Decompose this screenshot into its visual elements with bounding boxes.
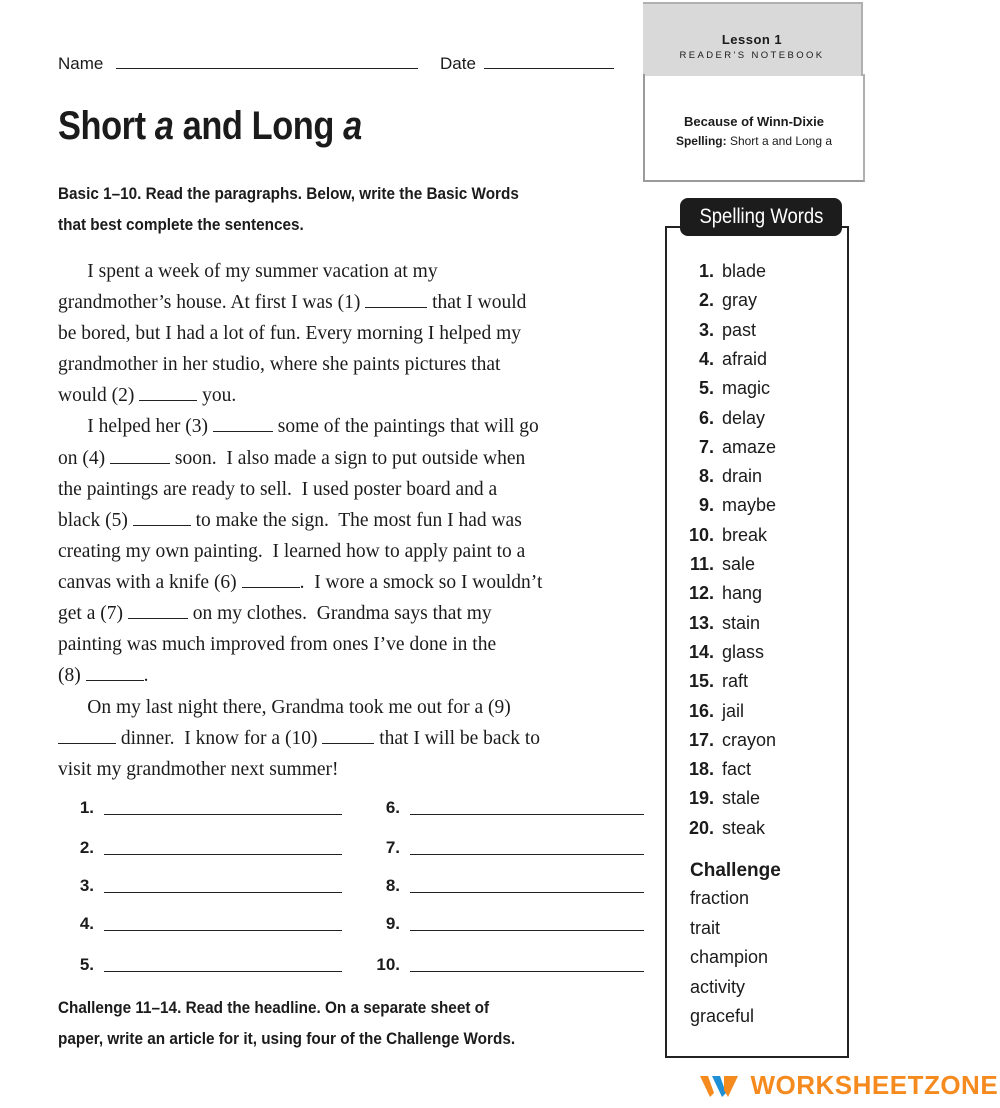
basic-instructions-line1: Basic 1–10. Read the paragraphs. Below, write the Basic Words [58,184,519,203]
spelling-word-number: 10. [688,524,714,545]
worksheetzone-logo-icon [700,1073,740,1099]
fill-in-blank[interactable] [133,511,191,526]
spelling-word-number: 2. [698,290,714,311]
spelling-word: maybe [722,495,777,516]
passage-text: . [143,665,149,686]
passage-text: grandmother’s house. At first I was (1) [58,292,366,313]
passage-text: be bored, but I had a lot of fun. Every morning I helped my [58,323,522,344]
spelling-word-item [680,613,830,634]
date-label: Date [440,54,476,73]
spelling-word-number: 20. [688,817,714,838]
passage-text: On my last night there, Grandma took me out for a (9) [58,697,511,718]
answer-line[interactable] [410,814,644,815]
spelling-word-number: 7. [698,436,714,457]
spelling-word: glass [722,641,765,662]
spelling-word-item [680,320,830,341]
spelling-word-item [680,378,830,399]
passage-line [58,416,539,438]
fill-in-blank[interactable] [128,604,188,619]
name-line[interactable] [116,68,418,69]
passage-text: the paintings are ready to sell. I used poster board and a [58,479,498,500]
spelling-word-number: 19. [688,788,714,809]
fill-in-blank[interactable] [86,666,144,681]
passage-line [58,634,496,656]
passage-line [58,354,500,376]
spelling-word-item [680,408,830,429]
answer-line[interactable] [410,892,644,893]
spelling-word-number: 18. [688,759,714,780]
title-part2: and Long [173,104,344,148]
passage-text: that I will be back to [374,728,541,749]
spelling-word: crayon [722,729,777,750]
spelling-word: fact [722,759,752,780]
spelling-word: sale [722,554,756,574]
answer-number: 4. [79,914,94,933]
spelling-label: Spelling: [675,134,727,148]
spelling-topic-text: Short a and Long a [729,134,833,148]
spelling-word: steak [722,817,766,838]
spelling-word: break [722,524,768,545]
spelling-word-item [680,466,830,487]
passage-line [58,728,540,750]
lesson-box [643,2,863,76]
spelling-word: stain [722,612,761,633]
answer-number: 9. [385,914,400,933]
fill-in-blank[interactable] [365,293,427,308]
title-a2: a [343,104,362,148]
spelling-word-item [680,290,830,311]
spelling-word-number: 13. [688,612,714,633]
title-part1: Short [58,104,155,148]
answer-line[interactable] [410,930,644,931]
spelling-word-item [680,788,830,809]
passage-text: (8) [58,665,86,686]
name-label: Name [58,54,104,73]
answer-line[interactable] [104,814,342,815]
challenge-word: champion [690,947,769,967]
passage-text: grandmother in her studio, where she paints pictures that [58,354,501,375]
fill-in-blank[interactable] [58,729,116,744]
answer-number: 1. [79,798,94,817]
fill-in-blank[interactable] [139,386,197,401]
passage-text: would (2) [58,385,140,406]
passage-text: on my clothes. Grandma says that my [187,603,492,624]
spelling-topic [645,134,863,148]
watermark-text: WORKSHEETZONE [750,1070,999,1100]
answer-line[interactable] [410,854,644,855]
answer-line[interactable] [104,892,342,893]
spelling-word-number: 16. [688,700,714,721]
spelling-word-number: 15. [688,671,714,692]
challenge-word: trait [690,917,721,938]
passage-line [58,603,492,625]
spelling-word-item [680,554,830,575]
passage-line [58,385,236,407]
passage-line [58,479,497,501]
passage-text: that I would [427,292,527,313]
spelling-words-tab-label: Spelling Words [699,205,823,228]
fill-in-blank[interactable] [242,573,300,588]
passage-text: on (4) [58,448,110,469]
passage-text: get a (7) [58,603,128,624]
spelling-word-number: 3. [698,319,714,340]
fill-in-blank[interactable] [110,449,170,464]
passage-line [58,261,438,283]
basic-instructions-line2: that best complete the sentences. [58,215,304,234]
passage-text: painting was much improved from ones I’ve done in the [58,634,497,655]
spelling-word-number: 9. [698,495,714,516]
passage-line [58,292,526,314]
answer-number: 7. [385,838,400,857]
lesson-number: Lesson 1 [721,32,783,47]
spelling-word: afraid [722,348,768,369]
challenge-word: activity [690,976,746,997]
spelling-word-item [680,437,830,458]
passage-line [58,665,149,687]
spelling-word: hang [722,583,763,604]
passage-text: some of the paintings that will go [272,416,539,437]
answer-number: 6. [385,798,400,817]
answer-line[interactable] [104,930,342,931]
spelling-word-item [680,525,830,546]
answer-number: 2. [79,838,94,857]
answer-line[interactable] [104,854,342,855]
challenge-instructions-line1: Challenge 11–14. Read the headline. On a separate sheet of [58,998,490,1017]
passage-line [58,448,525,470]
spelling-word-number: 12. [688,583,714,604]
spelling-word-number: 14. [688,641,714,662]
passage-text: dinner. I know for a (10) [116,728,323,749]
passage-line [58,572,542,594]
passage-text: visit my grandmother next summer! [58,759,339,780]
spelling-word-item [680,261,830,282]
fill-in-blank[interactable] [322,729,374,744]
answer-line[interactable] [104,971,342,972]
story-box [643,74,865,182]
challenge-heading: Challenge [690,860,781,881]
spelling-word: blade [722,261,767,281]
spelling-word-item [680,671,830,692]
date-line[interactable] [484,68,614,69]
spelling-words-tab [680,198,842,236]
passage-text: canvas with a knife (6) [58,572,242,593]
spelling-word-item [680,495,830,516]
spelling-word-number: 1. [698,261,714,281]
passage-line [58,697,511,719]
answer-number: 8. [385,876,400,895]
spelling-word-item [680,642,830,663]
passage-text: I helped her (3) [58,416,213,437]
spelling-word: past [722,319,757,340]
spelling-word-number: 6. [698,407,714,428]
passage-line [58,541,525,563]
passage-text: you. [197,385,237,406]
answer-number: 10. [376,955,400,974]
fill-in-blank[interactable] [213,417,273,432]
spelling-word: delay [722,407,766,428]
story-title: Because of Winn-Dixie [683,114,825,129]
worksheetzone-watermark [700,1070,998,1101]
passage-text: . I wore a smock so I wouldn’t [299,572,543,593]
passage-text: to make the sign. The most fun I had was [190,510,522,531]
passage-text: I spent a week of my summer vacation at my [58,261,438,282]
passage-text: soon. I also made a sign to put outside when [170,448,526,469]
spelling-word: drain [722,466,763,487]
page-title [58,104,362,149]
passage-line [58,759,339,781]
spelling-word-number: 17. [688,729,714,750]
answer-line[interactable] [410,971,644,972]
challenge-instructions-line2: paper, write an article for it, using four of the Challenge Words. [58,1029,516,1048]
passage-text: black (5) [58,510,133,531]
spelling-word: amaze [722,436,777,457]
spelling-word: raft [722,671,749,692]
answer-number: 5. [79,955,94,974]
spelling-word-item [680,730,830,751]
passage-text: creating my own painting. I learned how to apply paint to a [58,541,526,562]
spelling-word-item [680,759,830,780]
passage-line [58,510,522,532]
spelling-word-item [680,349,830,370]
spelling-word-number: 11. [689,554,714,574]
title-a1: a [154,104,174,148]
spelling-word-item [680,701,830,722]
answer-number: 3. [79,876,94,895]
spelling-word-item [680,818,830,839]
spelling-word-number: 4. [698,348,714,369]
spelling-word-number: 5. [698,378,714,399]
spelling-word-item [680,583,830,604]
challenge-word: fraction [690,888,750,908]
spelling-word: gray [722,290,758,311]
spelling-word-number: 8. [698,466,714,487]
spelling-word: jail [722,700,745,721]
passage-line [58,323,521,345]
challenge-word: graceful [690,1006,755,1026]
readers-notebook-label: READER'S NOTEBOOK [679,50,825,61]
spelling-word: magic [722,378,771,399]
spelling-word: stale [722,788,761,809]
